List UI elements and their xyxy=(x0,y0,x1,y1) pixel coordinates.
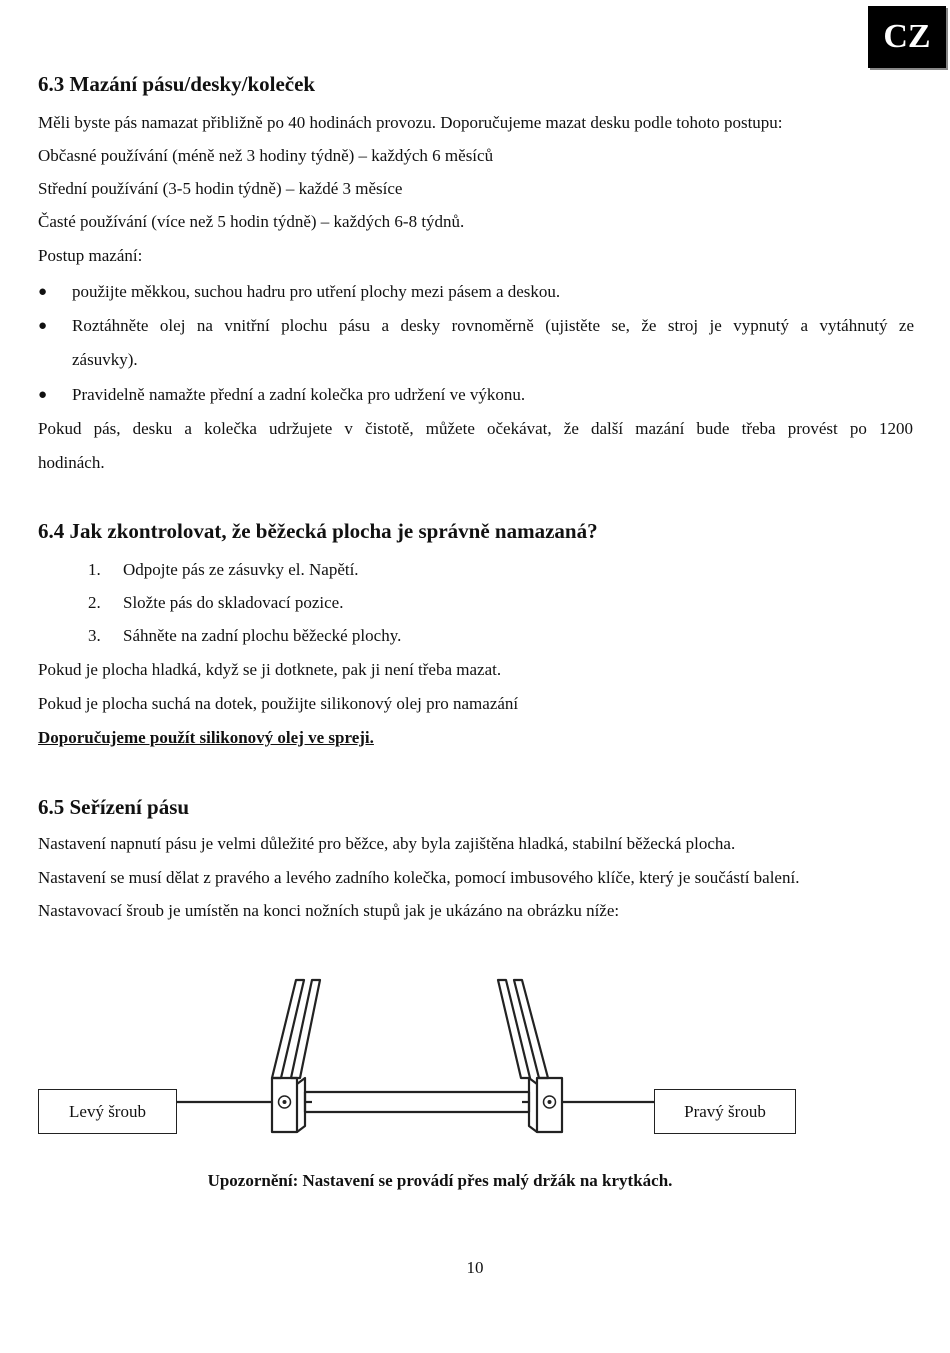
step-text: Složte pás do skladovací pozice. xyxy=(123,593,344,612)
step-number: 3. xyxy=(88,626,101,645)
step-number: 2. xyxy=(88,593,101,612)
bullet-icon: ● xyxy=(38,284,48,300)
page-number: 10 xyxy=(466,1258,484,1277)
language-badge: CZ xyxy=(868,6,946,68)
paragraph-line: Pokud pás, desku a kolečka udržujete v čistotě, můžete očekávat, že další mazání bude třeba provést po 1200 xyxy=(38,419,913,438)
step-text: Odpojte pás ze zásuvky el. Napětí. xyxy=(123,560,359,579)
bullet-item: použijte měkkou, suchou hadru pro utření plochy mezi pásem a deskou. xyxy=(72,282,561,301)
paragraph-line: hodinách. xyxy=(38,453,105,472)
left-end-side xyxy=(297,1078,305,1132)
paragraph-line: Pokud je plocha hladká, když se ji dotknete, pak ji není třeba mazat. xyxy=(38,660,502,679)
paragraph-line: Měli byste pás namazat přibližně po 40 hodinách provozu. Doporučujeme mazat desku podle tohoto postupu: xyxy=(38,113,783,132)
paragraph-line: Nastavovací šroub je umístěn na konci nožních stupů jak je ukázáno na obrázku níže: xyxy=(38,901,620,920)
left-screw-label: Levý šroub xyxy=(69,1101,146,1121)
bullet-icon: ● xyxy=(38,318,48,334)
recommendation: Doporučujeme použít silikonový olej ve spreji. xyxy=(38,728,374,747)
right-screw-label-box xyxy=(654,1089,796,1134)
adjustment-note: Upozornění: Nastavení se provádí přes malý držák na krytkách. xyxy=(207,1171,673,1190)
bullet-item: Roztáhněte olej na vnitřní plochu pásu a desky rovnoměrně (ujistěte se, že stroj je vypnutý a vytáhnutý ze xyxy=(72,316,914,335)
bullet-icon: ● xyxy=(38,387,48,403)
left-rail-inner xyxy=(291,980,320,1078)
section-6-5-title: 6.5 Seřízení pásu xyxy=(38,795,190,819)
paragraph-line: Nastavení napnutí pásu je velmi důležité pro běžce, aby byla zajištěna hladká, stabilní běžecká plocha. xyxy=(38,834,736,853)
paragraph-line: Nastavení se musí dělat z pravého a levého zadního kolečka, pomocí imbusového klíče, který je součástí balení. xyxy=(38,868,800,887)
step-text: Sáhněte na zadní plochu běžecké plochy. xyxy=(123,626,402,645)
paragraph-line: Pokud je plocha suchá na dotek, použijte silikonový olej pro namazání xyxy=(38,694,519,713)
bullet-item: Pravidelně namažte přední a zadní kolečka pro udržení ve výkonu. xyxy=(72,385,526,404)
paragraph-line: Občasné používání (méně než 3 hodiny týdně) – každých 6 měsíců xyxy=(38,146,494,165)
bullet-item-continued: zásuvky). xyxy=(72,350,138,369)
left-rail-outer xyxy=(272,980,304,1078)
rear-roller xyxy=(305,1092,529,1112)
paragraph-line: Časté používání (více než 5 hodin týdně) – každých 6-8 týdnů. xyxy=(38,212,465,231)
right-screw-label: Pravý šroub xyxy=(684,1101,766,1121)
right-end-side xyxy=(529,1078,537,1132)
step-number: 1. xyxy=(88,560,101,579)
paragraph-line: Střední používání (3-5 hodin týdně) – každé 3 měsíce xyxy=(38,179,403,198)
section-6-3-title: 6.3 Mazání pásu/desky/koleček xyxy=(38,72,316,96)
section-6-4-title: 6.4 Jak zkontrolovat, že běžecká plocha je správně namazaná? xyxy=(38,519,598,543)
paragraph-line: Postup mazání: xyxy=(38,246,143,265)
left-screw-label-box xyxy=(38,1089,177,1134)
